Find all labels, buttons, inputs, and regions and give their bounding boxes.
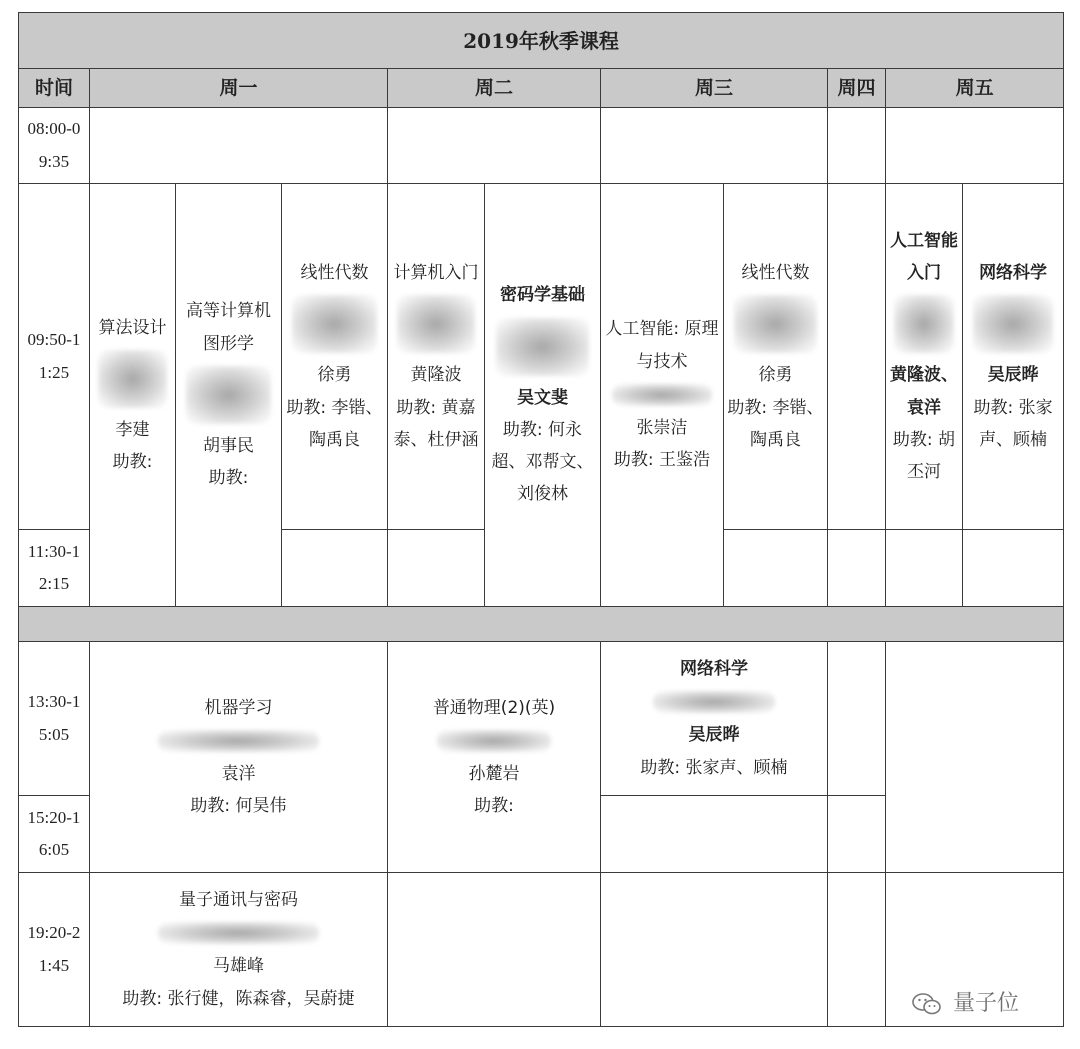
blurred-info: [437, 730, 551, 752]
course-ai-principles: [601, 184, 724, 607]
course-linear-algebra-mon: [282, 184, 388, 530]
course-quantum-communication: [90, 873, 388, 1027]
course-name: 网络科学: [680, 659, 748, 680]
course-teacher: 黄隆波: [410, 365, 462, 386]
blurred-info: [496, 318, 589, 376]
course-ta: 助教: 王鉴浩: [613, 450, 711, 471]
course-ta: 助教: 张家声、顾楠: [640, 757, 788, 778]
course-ta: 助教:: [208, 468, 249, 489]
course-intro-computing: [388, 184, 485, 530]
empty-cell: [601, 108, 828, 184]
blurred-info: [98, 350, 166, 408]
blurred-info: [894, 295, 954, 353]
header-thursday: 周四: [828, 69, 886, 108]
empty-cell: [388, 873, 601, 1027]
blurred-info: [158, 730, 319, 752]
course-ta: 助教: 黄嘉泰、杜伊涵: [393, 397, 479, 450]
empty-cell: [601, 873, 828, 1027]
header-time: 时间: [19, 69, 90, 108]
course-ta: 助教:: [112, 452, 153, 473]
course-name: 网络科学: [979, 262, 1048, 283]
empty-cell: [886, 530, 963, 607]
course-cryptography-basics: [485, 184, 601, 607]
time-slot-4: 13:30-1 5:05: [19, 642, 90, 796]
course-teacher: 马雄峰: [213, 956, 264, 977]
time-slot-3: 11:30-1 2:15: [19, 530, 90, 607]
course-ta: 助教: 李锴、陶禹良: [727, 397, 824, 450]
header-wednesday: 周三: [601, 69, 828, 108]
course-name: 计算机入门: [393, 262, 479, 283]
time-slot-1: 08:00-0 9:35: [19, 108, 90, 184]
empty-cell: [828, 873, 886, 1027]
course-name: 人工智能入门: [890, 230, 958, 283]
blurred-info: [734, 295, 817, 353]
empty-cell: [828, 796, 886, 873]
course-ta: 助教: 张行健，陈森睿，吴蔚捷: [122, 988, 355, 1009]
time-slot-2: 09:50-1 1:25: [19, 184, 90, 530]
empty-cell: [828, 642, 886, 796]
empty-cell: [724, 530, 828, 607]
course-teacher: 孙麓岩: [468, 763, 520, 784]
course-name: 算法设计: [98, 317, 167, 338]
course-teacher: 张崇洁: [636, 418, 688, 438]
wechat-icon: [912, 991, 953, 1016]
course-algorithm-design: [90, 184, 176, 607]
blurred-info: [292, 295, 377, 353]
course-name: 人工智能: 原理与技术: [605, 319, 719, 372]
watermark-text: 量子位: [953, 991, 1020, 1016]
schedule-wrapper: [18, 12, 1064, 1027]
schedule-title: 2019年秋季课程: [19, 13, 1064, 69]
course-teacher: 吴文斐: [517, 387, 568, 408]
lunch-break: [19, 607, 1064, 642]
course-teacher: 徐勇: [758, 365, 793, 386]
course-name: 线性代数: [300, 262, 369, 283]
blurred-info: [973, 295, 1054, 353]
time-slot-5: 15:20-1 6:05: [19, 796, 90, 873]
course-general-physics: [388, 642, 601, 873]
course-linear-algebra-wed: [724, 184, 828, 530]
course-ta: 助教: 何昊伟: [190, 796, 287, 817]
course-teacher: 黄隆波、袁洋: [890, 365, 958, 418]
course-teacher: 袁洋: [221, 763, 256, 784]
blurred-info: [612, 384, 711, 406]
course-name: 量子通讯与密码: [179, 890, 298, 911]
blurred-info: [397, 295, 474, 353]
course-teacher: 徐勇: [317, 365, 352, 386]
time-slot-6: 19:20-2 1:45: [19, 873, 90, 1027]
course-ta: 助教:: [474, 796, 514, 817]
course-machine-learning: [90, 642, 388, 873]
course-name: 密码学基础: [500, 285, 585, 306]
course-teacher: 李建: [115, 419, 150, 440]
empty-cell: [963, 530, 1064, 607]
course-network-science-wed: [601, 642, 828, 796]
empty-cell: [828, 530, 886, 607]
empty-cell: [388, 108, 601, 184]
course-name: 高等计算机图形学: [186, 301, 271, 354]
course-name: 机器学习: [204, 697, 273, 718]
course-ta: 助教: 李锴、陶禹良: [286, 397, 383, 450]
course-network-science-fri: [963, 184, 1064, 530]
empty-cell: [828, 184, 886, 530]
course-ta: 助教: 胡丕河: [892, 429, 956, 483]
empty-cell: [388, 530, 485, 607]
blurred-info: [158, 922, 319, 944]
empty-cell: [886, 108, 1064, 184]
empty-cell: [886, 642, 1064, 873]
blurred-info: [653, 691, 775, 713]
header-friday: 周五: [886, 69, 1064, 108]
header-tuesday: 周二: [388, 69, 601, 108]
course-name: 普通物理(2)(英): [432, 697, 556, 718]
blurred-info: [186, 366, 271, 424]
course-teacher: 胡事民: [203, 436, 254, 456]
course-ta: 助教: 张家声、顾楠: [973, 397, 1053, 450]
course-teacher: 吴辰晔: [688, 725, 740, 746]
course-teacher: 吴辰晔: [987, 365, 1039, 386]
course-ai-intro: [886, 184, 963, 530]
course-advanced-graphics: [176, 184, 282, 607]
header-monday: 周一: [90, 69, 388, 108]
watermark: [912, 986, 1019, 1017]
empty-cell: [282, 530, 388, 607]
empty-cell: [90, 108, 388, 184]
course-name: 线性代数: [741, 262, 810, 283]
course-ta: 助教: 何永超、邓帮文、刘俊林: [491, 419, 594, 505]
empty-cell: [828, 108, 886, 184]
schedule-table: [18, 12, 1064, 1027]
empty-cell: [601, 796, 828, 873]
